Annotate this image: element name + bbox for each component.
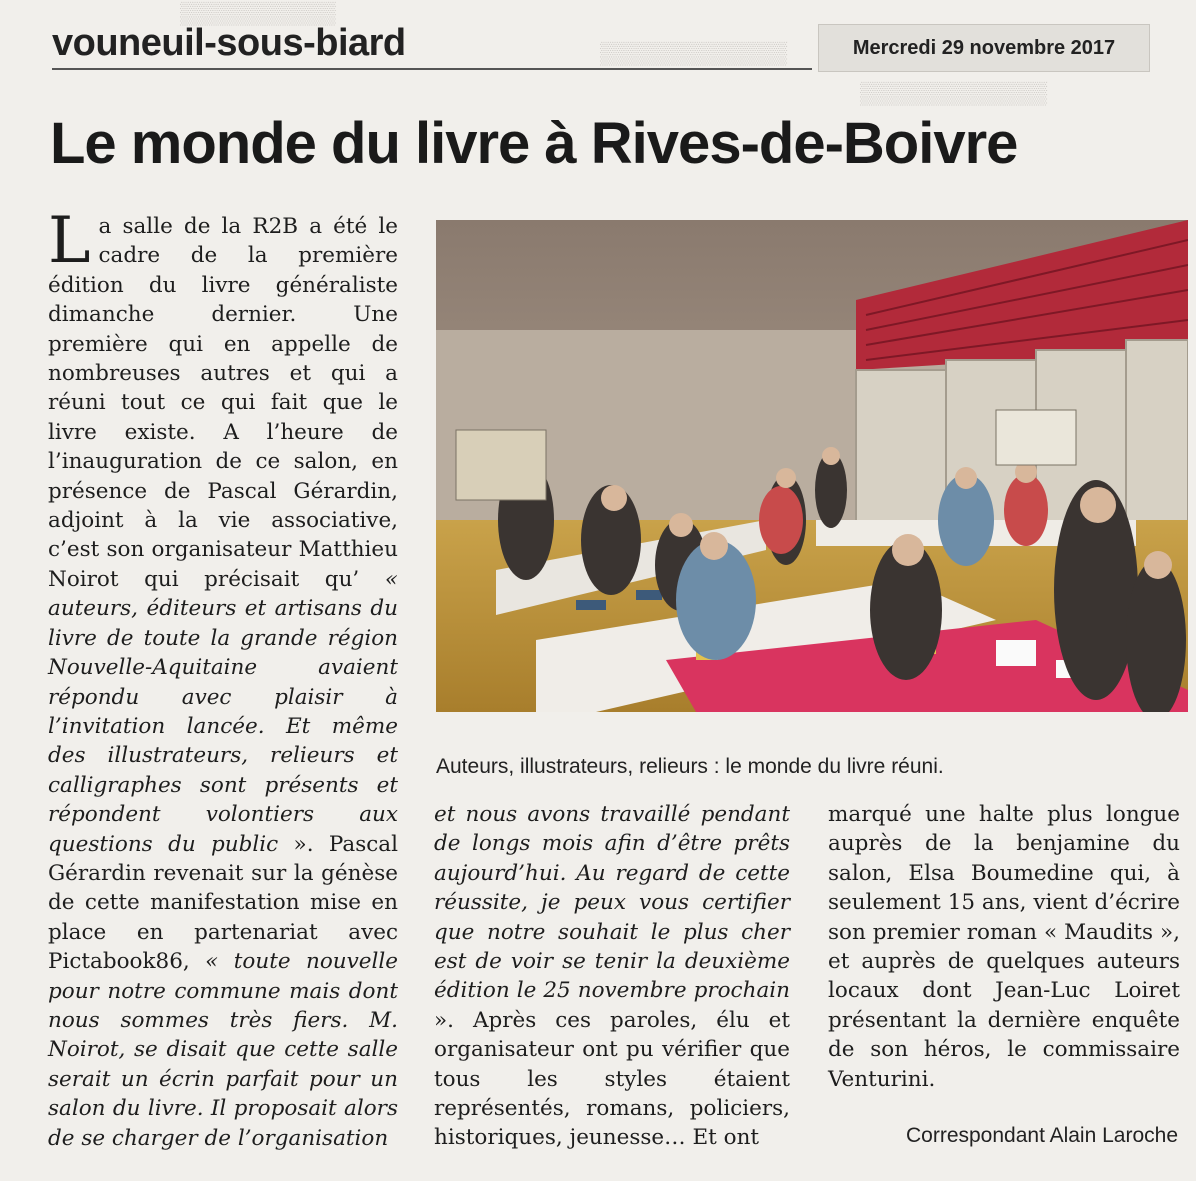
bleed-through-text: ▒▒▒▒▒▒▒▒▒▒▒▒ [600, 40, 788, 65]
headline: Le monde du livre à Rives-de-Boivre [50, 111, 1018, 176]
section-title: vouneuil-sous-biard [52, 22, 406, 64]
photo-caption: Auteurs, illustrateurs, relieurs : le monde du livre réuni. [436, 755, 944, 778]
article-column-3 [828, 800, 1180, 1094]
quote: et nous avons travaillé pendant de longs mois afin d’être prêts aujourd’hui. Au regard de cette réussite, je peux vous certifier que notre souhait le plus cher est de voir se tenir la deuxième édition le 25 novembre prochain [434, 802, 790, 1004]
body-text: ». Pascal Gérardin revenait sur la génèse de cette manifestation mise en place en partenariat avec Pictabook86, [48, 831, 398, 975]
photo-book-fair-hall [436, 220, 1188, 712]
article-photo [436, 220, 1188, 712]
body-text: ». Après ces paroles, élu et organisateur ont pu vérifier que tous les styles étaient représentés, romans, policiers, historiques, jeunesse… Et ont [434, 1007, 790, 1151]
section-rule [52, 68, 812, 70]
bleed-through-text: ▒▒▒▒▒▒▒▒▒▒▒▒ [860, 80, 1048, 105]
drop-cap: L [48, 204, 91, 278]
quote: « auteurs, éditeurs et artisans du livre de toute la grande région Nouvelle-Aquitaine avaient répondu avec plaisir à l’invitation lancée. Et même des illustrateurs, relieurs et calligraphes sont présents et répondent volontiers aux questions du public [48, 566, 398, 857]
bleed-through-text: ▒▒▒▒▒▒▒▒▒▒ [180, 0, 336, 25]
byline: Correspondant Alain Laroche [905, 1124, 1178, 1147]
quote: « toute nouvelle pour notre commune mais dont nous sommes très fiers. M. Noirot, se disait que cette salle serait un écrin parfait pour un salon du livre. Il proposait alors de se charger de l’organisation [48, 949, 398, 1151]
article-column-1 [48, 204, 398, 1153]
article-column-2 [434, 800, 790, 1153]
body-text: marqué une halte plus longue auprès de la benjamine du salon, Elsa Boumedine qui, à seulement 15 ans, vient d’écrire son premier roman « Maudits », et auprès de quelques auteurs locaux dont Jean-Luc Loiret présentant la dernière enquête de son héros, le commissaire Venturini. [828, 802, 1180, 1092]
issue-date: Mercredi 29 novembre 2017 [818, 24, 1150, 72]
body-text: a salle de la R2B a été le cadre de la première édition du livre généraliste dimanche dernier. Une première qui en appelle de nombreuses autres et qui a réuni tout ce qui fait que le livre existe. A l’heure de l’inauguration de ce salon, en présence de Pascal Gérardin, adjoint à la vie associative, c’est son organisateur Matthieu Noirot qui précisait qu’ [48, 214, 398, 592]
